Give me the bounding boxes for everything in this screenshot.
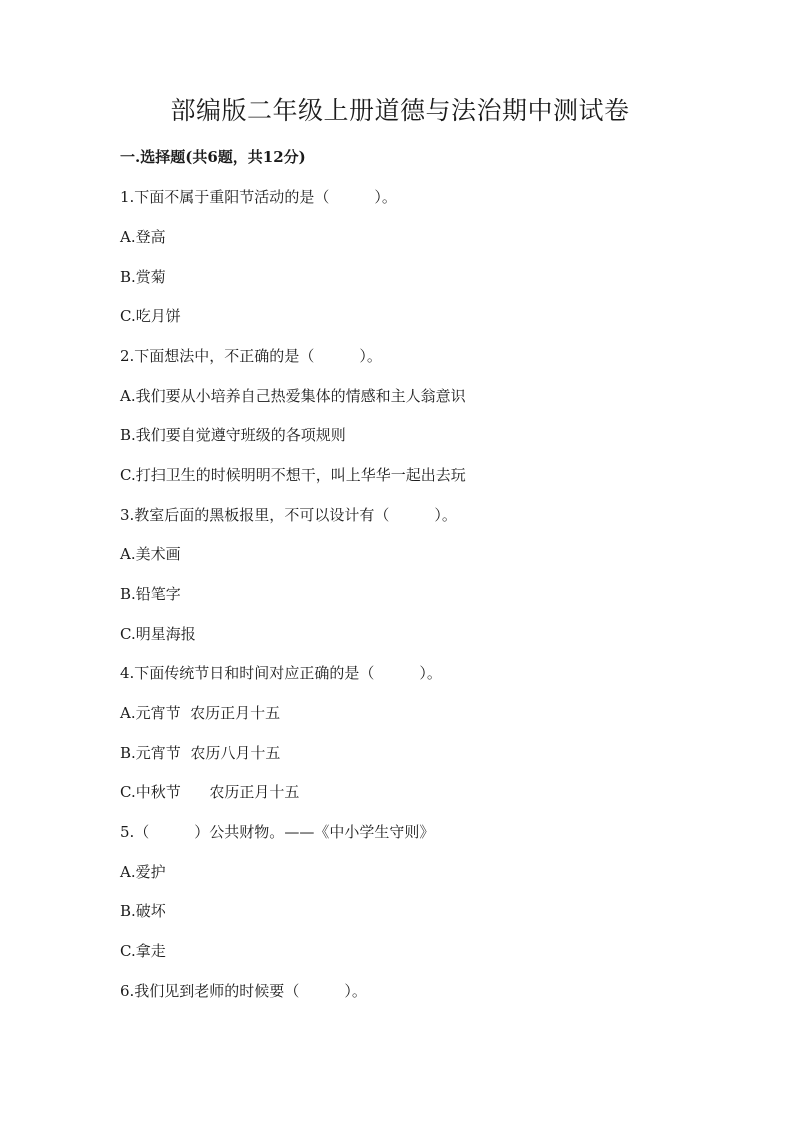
exam-title: 部编版二年级上册道德与法治期中测试卷 [170,96,630,125]
question-1-option-c: C.吃月饼 [120,307,181,325]
question-3-stem: 3.教室后面的黑板报里，不可以设计有（ ）。 [120,506,457,524]
question-3-option-b: B.铅笔字 [120,585,181,603]
question-4-stem: 4.下面传统节日和时间对应正确的是（ ）。 [120,664,442,682]
question-5-stem: 5.（ ）公共财物。——《中小学生守则》 [120,823,435,841]
question-5-option-c: C.拿走 [120,942,166,960]
question-5-option-a: A.爱护 [120,863,166,881]
question-2-option-a: A.我们要从小培养自己热爱集体的情感和主人翁意识 [120,387,466,405]
question-3-option-a: A.美术画 [120,545,181,563]
question-6-stem: 6.我们见到老师的时候要（ ）。 [120,982,367,1000]
question-2-option-b: B.我们要自觉遵守班级的各项规则 [120,426,346,444]
section-heading: 一.选择题(共6题，共12分) [120,148,306,166]
question-2-option-c: C.打扫卫生的时候明明不想干，叫上华华一起出去玩 [120,466,466,484]
question-4-option-a: A.元宵节 农历正月十五 [120,704,281,722]
question-2-stem: 2.下面想法中，不正确的是（ ）。 [120,347,382,365]
question-1-option-b: B.赏菊 [120,268,166,286]
question-4-option-c: C.中秋节 农历正月十五 [120,783,300,801]
question-5-option-b: B.破坏 [120,902,166,920]
question-3-option-c: C.明星海报 [120,625,196,643]
question-1-option-a: A.登高 [120,228,166,246]
question-1-stem: 1.下面不属于重阳节活动的是（ ）。 [120,188,397,206]
question-4-option-b: B.元宵节 农历八月十五 [120,744,281,762]
